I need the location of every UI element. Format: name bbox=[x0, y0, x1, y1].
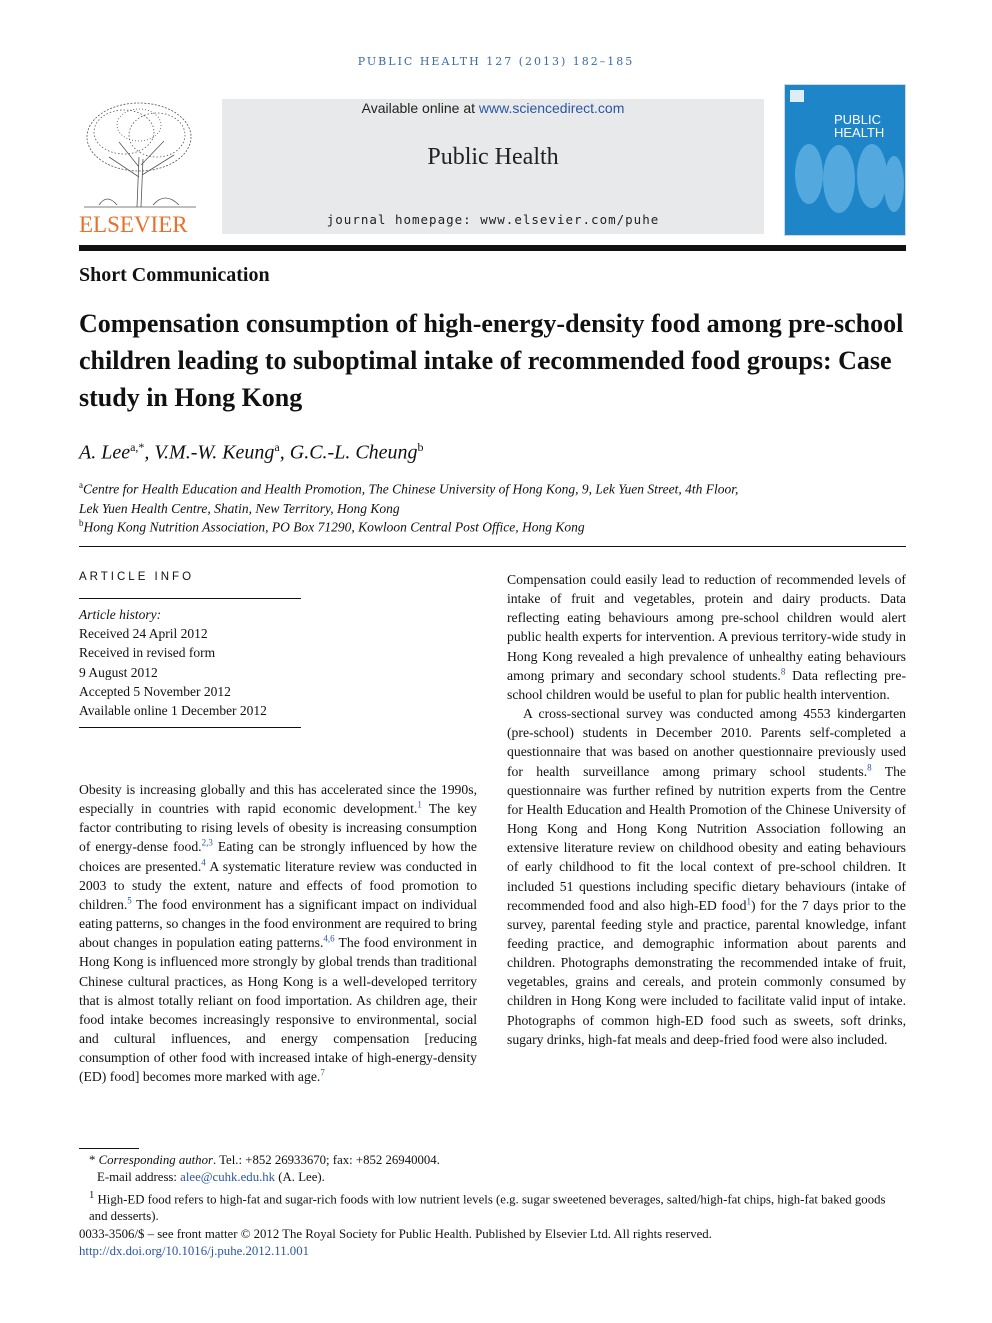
article-history-label: Article history: bbox=[79, 607, 162, 622]
body-paragraph: Obesity is increasing globally and this has accelerated since the 1990s, especially in countries with rapid economic development.$^1$ The key factor contributing to rising levels of obesity is increasing consumption of energy-dense food.$^{2,3}$ Eating can be strongly influenced by how the choices are presented.$^4$ A systematic literature review was conducted in 2003 to study the extent, nature and effects of food promotion to children.$^5$ The food environment has a significant impact on individual eating patterns, so changes in the food environment are required to bring about changes in population eating patterns.$^{4,6}$ The food environment in Hong Kong is influenced more strongly by global trends than traditional Chinese cultural practices, as Hong Kong is a well-developed territory that is almost totally reliant on food importation. As children age, their food intake becomes increasingly responsive to environmental, social and cultural influences, and energy compensation [reducing consumption of other food with increased intake of high-energy-density (ED) food] becomes more marked with age.$^7$ bbox=[79, 782, 477, 1085]
author-affil-mark[interactable]: a bbox=[274, 440, 280, 454]
available-online bbox=[222, 100, 764, 116]
email-label: E-mail address: bbox=[97, 1170, 181, 1185]
section-type: Short Communication bbox=[79, 264, 270, 286]
email-link[interactable]: alee@cuhk.edu.hk bbox=[180, 1170, 276, 1185]
author-affil-mark[interactable]: a,* bbox=[130, 440, 145, 454]
affil-line: Hong Kong Nutrition Association, PO Box 71290, Kowloon Central Post Office, Hong Kong bbox=[83, 519, 585, 535]
footnote-1 bbox=[79, 1187, 906, 1226]
history-item: Received 24 April 2012 bbox=[79, 626, 208, 642]
email-suffix: (A. Lee). bbox=[275, 1170, 325, 1185]
citation-link[interactable]: 7 bbox=[320, 1067, 325, 1078]
footnote-text: High-ED food refers to high-fat and sugar-rich foods with low nutrient levels (e.g. sugar sweetened beverages, salted/high-fat chips, high-fat baked goods and desserts). bbox=[89, 1192, 886, 1224]
citation-link[interactable]: 4,6 bbox=[323, 933, 335, 944]
cover-title-line2: HEALTH bbox=[834, 125, 885, 140]
footnote-mark: 1 bbox=[89, 1189, 95, 1201]
affiliation-a bbox=[79, 476, 906, 518]
author-affil-mark[interactable]: b bbox=[417, 440, 424, 454]
journal-cover bbox=[784, 84, 906, 236]
front-matter-rule bbox=[79, 546, 906, 547]
citation-link[interactable]: 1 bbox=[746, 896, 751, 907]
footnotes bbox=[79, 1152, 906, 1261]
affil-mark: b bbox=[79, 518, 84, 528]
body-column-right bbox=[507, 570, 906, 1049]
author-name: A. Lee bbox=[79, 441, 131, 464]
footnote-rule bbox=[79, 1148, 139, 1149]
author-list: A. Lee$^{a,*}$, V.M.-W. Keung$^a$, G.C.-L. Cheung$^b$ bbox=[79, 440, 424, 464]
email-note bbox=[79, 1169, 906, 1186]
doi-link[interactable]: http://dx.doi.org/10.1016/j.puhe.2012.11.001 bbox=[79, 1244, 309, 1259]
available-online-label: Available online at bbox=[361, 100, 479, 116]
author-name: G.C.-L. Cheung bbox=[289, 441, 418, 464]
article-info-heading: ARTICLE INFO bbox=[79, 571, 195, 583]
corresponding-author-note bbox=[79, 1152, 906, 1169]
history-item: Accepted 5 November 2012 bbox=[79, 683, 231, 699]
history-item: Available online 1 December 2012 bbox=[79, 703, 267, 719]
affil-mark: a bbox=[79, 480, 83, 490]
body-column-left bbox=[79, 780, 477, 1087]
author-name: V.M.-W. Keung bbox=[154, 441, 275, 464]
sciencedirect-link[interactable]: www.sciencedirect.com bbox=[478, 100, 625, 116]
citation-link[interactable]: 8 bbox=[867, 762, 872, 772]
journal-cover-image bbox=[784, 84, 906, 236]
article-info-rule bbox=[79, 598, 301, 599]
affil-line: Lek Yuen Health Centre, Shatin, New Territory, Hong Kong bbox=[79, 500, 400, 516]
affiliation-b bbox=[79, 514, 906, 537]
corresponding-author-label: Corresponding author bbox=[98, 1153, 213, 1167]
elsevier-tree-icon bbox=[79, 97, 201, 237]
citation-link[interactable]: 1 bbox=[417, 799, 422, 810]
elsevier-logo bbox=[79, 97, 201, 237]
history-item: 9 August 2012 bbox=[79, 664, 158, 680]
journal-name: Public Health bbox=[427, 144, 559, 170]
history-item: Received in revised form bbox=[79, 645, 216, 661]
cover-title-line1: PUBLIC bbox=[834, 112, 881, 127]
citation-link[interactable]: 4 bbox=[201, 857, 206, 868]
article-info-rule-bottom bbox=[79, 727, 301, 728]
citation-link[interactable]: 5 bbox=[127, 895, 132, 906]
citation-link[interactable]: 2,3 bbox=[201, 837, 213, 848]
running-header: PUBLIC HEALTH 127 (2013) 182–185 bbox=[357, 55, 635, 68]
contact-details: . Tel.: +852 26933670; fax: +852 26940004. bbox=[212, 1153, 440, 1167]
footnote-mark: * bbox=[89, 1153, 96, 1167]
journal-homepage: journal homepage: www.elsevier.com/puhe bbox=[326, 212, 660, 227]
copyright-line: 0033-3506/$ – see front matter © 2012 The Royal Society for Public Health. Published by Elsevier Ltd. All rights reserved. bbox=[79, 1226, 712, 1241]
affil-line: Centre for Health Education and Health Promotion, The Chinese University of Hong Kong, 9, Lek Yuen Street, 4th Floor, bbox=[83, 481, 739, 497]
body-paragraph: Compensation could easily lead to reduction of recommended levels of intake of fruit and vegetables, protein and dairy products. Data reflecting eating behaviours among pre-school children would alert public health experts for intervention. A previous territory-wide study in Hong Kong revealed a high prevalence of unhealthy eating behaviours among primary and secondary school students.$^8$ Data reflecting pre-school children would be useful to plan for public health intervention. bbox=[507, 572, 906, 702]
article-title: Compensation consumption of high-energy-density food among pre-school children leading to suboptimal intake of recommended food groups: Case study in Hong Kong bbox=[79, 309, 904, 412]
header-rule bbox=[79, 245, 906, 251]
citation-link[interactable]: 8 bbox=[780, 666, 786, 677]
body-paragraph: A cross-sectional survey was conducted among 4553 kindergarten (pre-school) students in December 2010. Parents self-completed a questionnaire that was based on another questionnaire previously used for health surveillance among primary school students.$^8$ The questionnaire was further refined by nutrition experts from the Centre for Health Education and Health Promotion of the Chinese University of Hong Kong and Hong Kong Nutrition Association following an extensive literature review on childhood obesity and eating behaviours of early childhood to fit the local context of pre-school children. It included 51 questions including specific dietary behaviours (intake of recommended food and also high-ED food$^1$) for the 7 days prior to the survey, parental feeding style and practice, parental knowledge, infant feeding practice, and demographic information about parents and children. Photographs demonstrating the recommended intake of fruit, vegetables, grains and cereals, and protein commonly consumed by children in Hong Kong were included to facilitate valid input of intake. Photographs of common high-ED food such as sweets, soft drinks, sugary drinks, high-fat meals and deep-fried food were also included. bbox=[507, 706, 907, 1047]
article-history bbox=[79, 605, 267, 720]
elsevier-wordmark: ELSEVIER bbox=[79, 212, 188, 237]
